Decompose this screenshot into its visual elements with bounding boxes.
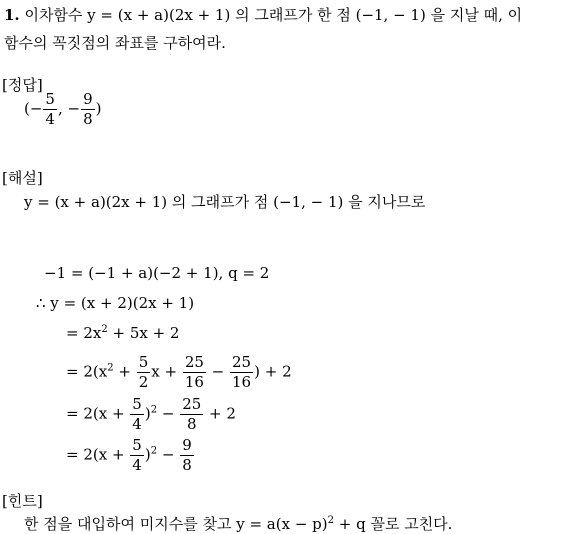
hint-label: [힌트] [2,492,43,510]
problem-line-1 [4,4,522,25]
equation-1: −1 = (−1 + a)(−2 + 1), q = 2 [44,264,270,282]
answer-value: (− $\frac{5}{4}$ , − $\frac{9}{8}$ ) [24,90,102,128]
equation-5: = 2(x + $\frac{5}{4}$ )$^2$ − $\frac{25}{8}$ + 2 [66,395,236,433]
answer-frac-2: $\frac{9}{8}$ [83,90,93,128]
problem-line-2: 함수의 꼭짓점의 좌표를 구하여라. [4,34,226,52]
hint-text: 한 점을 대입하여 미지수를 찾고 $y = a(x - p)^2 + q$ 꼴로 고친다. [24,515,453,533]
answer-frac-1: $\frac{5}{4}$ [45,90,55,128]
problem-number: 1. [4,6,20,24]
equation-2: ∴ y = (x + 2)(2x + 1) [36,294,195,312]
explanation-label: [해설] [2,169,43,187]
explanation-intro: y = (x + a)(2x + 1) 의 그래프가 점 (−1, − 1) 을 지나므로 [24,193,426,211]
problem-text-1: 이차함수 y = (x + a)(2x + 1) 의 그래프가 한 점 (−1, − 1) 을 지날 때, 이 [24,6,523,24]
equation-6: = 2(x + $\frac{5}{4}$ )$^2$ − $\frac{9}{8}$ [66,436,192,474]
answer-label: [정답] [2,76,43,94]
equation-4: = $2(x^2$ + $\frac{5}{2}$ x + $\frac{25}{16}$ − $\frac{25}{16}$ ) + 2 [66,353,292,391]
equation-3: = $2x^2 + 5x + 2$ [66,324,180,342]
